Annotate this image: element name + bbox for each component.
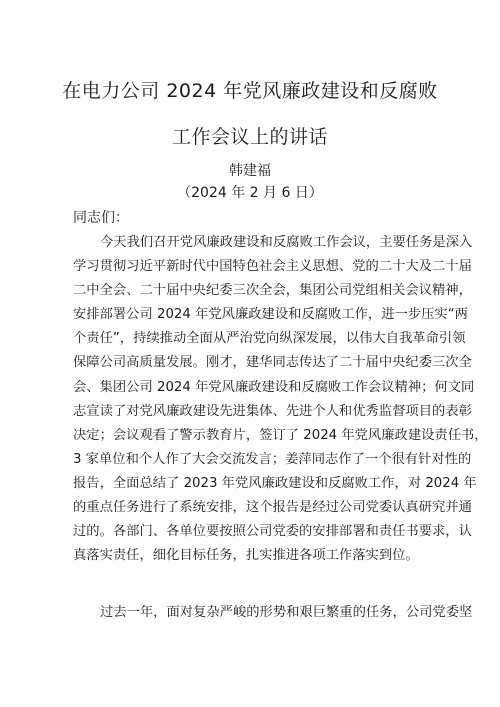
paragraph-line: 会、集团公司 2024 年党风廉政建设和反腐败工作会议精神；何文同: [73, 379, 475, 395]
paragraph-line: 安排部署公司 2024 年党风廉政建设和反腐败工作，进一步压实“两: [73, 307, 468, 323]
salutation: 同志们：: [73, 210, 129, 226]
paragraph-line: 3 家单位和个人作了大会交流发言；姜萍同志作了一个很有针对性的: [73, 451, 472, 467]
paragraph-line: 真落实责任，细化目标任务，扎实推进各项工作落实到位。: [73, 548, 419, 564]
paragraph-2: [73, 601, 473, 625]
paragraph-line: 今天我们召开党风廉政建设和反腐败工作会议，主要任务是深入: [100, 235, 473, 250]
paragraph-line: 个责任”，持续推动全面从严治党向纵深发展，以伟大自我革命引领: [73, 331, 466, 347]
paragraph-line: 过去一年，面对复杂严峻的形势和艰巨繁重的任务，公司党委坚: [100, 605, 473, 620]
paragraph-line: 二中全会、二十届中央纪委三次全会，集团公司党组相关会议精神，: [73, 283, 472, 299]
paragraph-line: 保障公司高质量发展。刚才，建华同志传达了二十届中央纪委三次全: [73, 355, 472, 371]
paragraph-line: 报告，全面总结了 2023 年党风廉政建设和反腐败工作，对 2024 年: [73, 475, 477, 491]
paragraph-line: 决定；会议观看了警示教育片，签订了 2024 年党风廉政建设责任书，: [73, 427, 488, 443]
paragraph-line: 的重点任务进行了系统安排，这个报告是经过公司党委认真研究并通: [73, 500, 472, 516]
paragraph-line: 志宣读了对党风廉政建设先进集体、先进个人和优秀监督项目的表彰: [73, 403, 472, 419]
speech-title-line-2: 工作会议上的讲话: [171, 126, 328, 148]
paragraph-1: [73, 231, 488, 568]
speech-title-line-1: 在电力公司 2024 年党风廉政建设和反腐败: [62, 80, 438, 102]
speech-date: （2024 年 2 月 6 日）: [177, 185, 323, 201]
speaker-name: 韩建福: [229, 163, 271, 179]
paragraph-line: 过的。各部门、各单位要按照公司党委的安排部署和责任书要求，认: [73, 524, 472, 540]
paragraph-line: 学习贯彻习近平新时代中国特色社会主义思想、党的二十大及二十届: [73, 259, 472, 275]
